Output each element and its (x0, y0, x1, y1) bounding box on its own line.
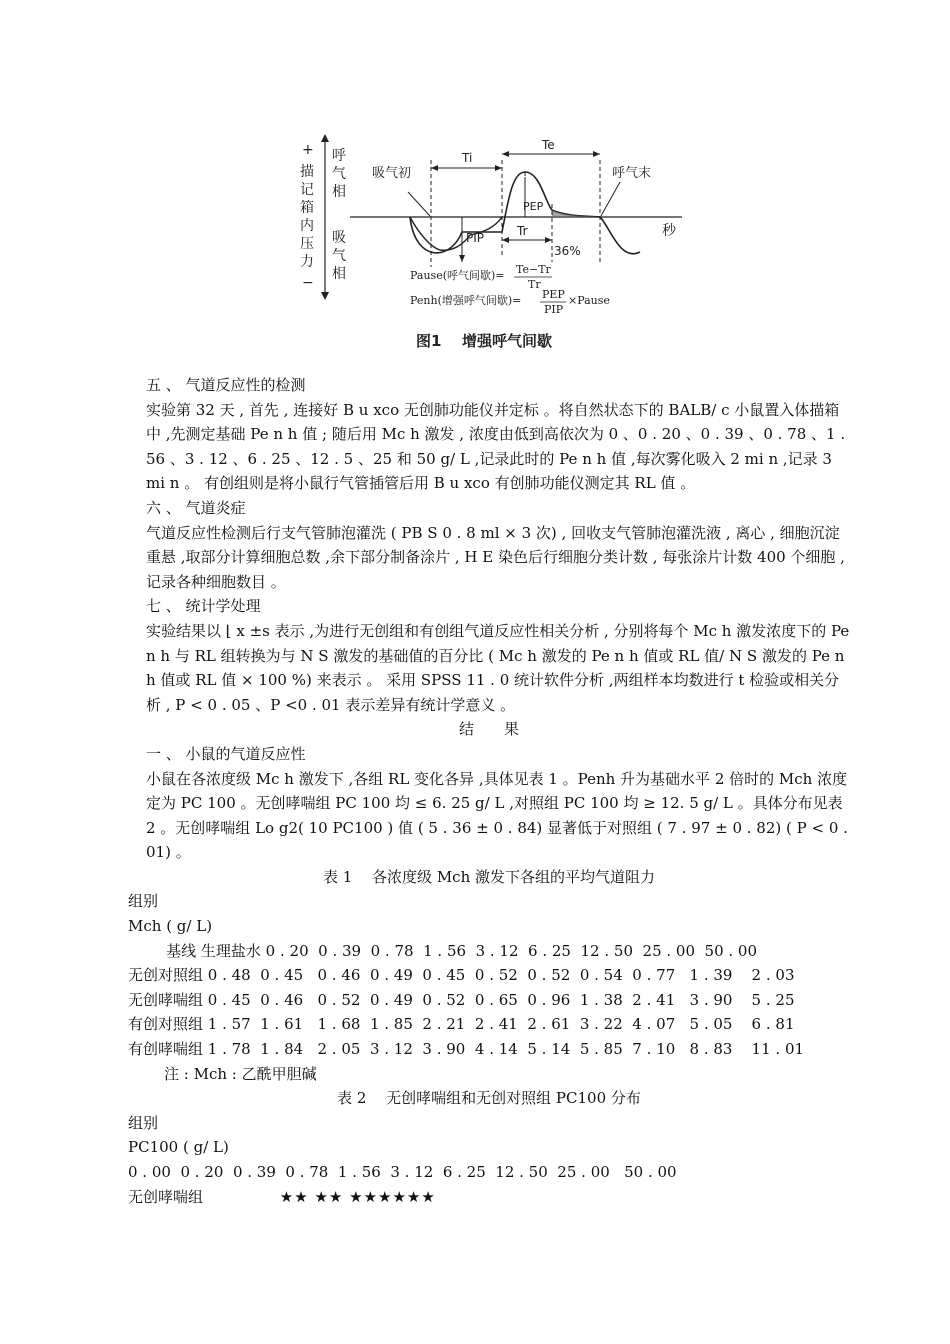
y-axis-arrow-down (321, 292, 329, 300)
inhale-phase-1: 气 (332, 248, 346, 264)
y-label-7: − (302, 275, 314, 291)
label-exhale-end: 呼气末 (612, 166, 652, 181)
inhale-phase-2: 相 (332, 266, 346, 282)
table1-head-concentrations: 基线 生理盐水 0 . 20 0 . 39 0 . 78 1 . 56 3 . 12 6 . 25 12 . 50 25 . 00 50 . 00 (128, 941, 758, 960)
label-te: Te (542, 138, 555, 152)
body-text (128, 373, 850, 1209)
y-label-5: 压 (300, 236, 314, 252)
table1-note: 注 : Mch : 乙酰甲胆碱 (164, 1064, 317, 1083)
y-label-3: 箱 (300, 200, 314, 216)
y-label-0: + (302, 142, 314, 158)
label-ti: Ti (462, 151, 473, 165)
exhale-phase-1: 气 (332, 166, 346, 182)
y-label-6: 力 (300, 254, 314, 270)
table2-row-label: 无创哮喘组 (128, 1187, 204, 1206)
table2-row-stars: ★★ ★★ ★★★★★★ (279, 1187, 436, 1206)
seconds-label: 秒 (662, 223, 676, 239)
table1-row: 有创哮喘组 1 . 78 1 . 84 2 . 05 3 . 12 3 . 90 4 . 14 5 . 14 5 . 85 7 . 10 8 . 83 11 . 01 (128, 1040, 805, 1059)
figure-caption-title: 增强呼气间歇 (462, 332, 553, 350)
results-title: 结 果 (458, 720, 519, 739)
section-7-paragraph: 实验结果以 ⌊ x ±s 表示 ,为进行无创组和有创组气道反应性相关分析 , 分别将每个 Mc h 激发浓度下的 Pe n h 与 RL 组转换为与 N S 激发的基础值的百分比 ( Mc h 激发的 Pe n h 值或 RL 值/ N S 激发的 Pe n h 值或 RL 值 × 100 %) 来表示 。 采用 SPSS 11 . 0 统计软件分析 ,两组样本均数进行 t 检验或相关分析 , P < 0 . 05 、P <0 . 01 表示差异有统计学意义 。 (146, 621, 850, 714)
figure-enhanced-pause (290, 132, 690, 364)
section-7-title: 七 、 统计学处理 (146, 597, 261, 616)
section-6-paragraph: 气道反应性检测后行支气管肺泡灌洗 ( PB S 0 . 8 ml × 3 次) , 回收支气管肺泡灌洗液 , 离心 , 细胞沉淀重悬 ,取部分计算细胞总数 ,余下部分制备涂片 , H E 染色后行细胞分类计数 , 每张涂片计数 400 个细胞 , 记录各种细胞数目 。 (146, 523, 845, 591)
label-36-percent: 36% (554, 244, 581, 258)
formula-pause-den: Tr (528, 278, 541, 291)
inhale-phase-0: 吸 (332, 230, 346, 246)
section-5-title: 五 、 气道反应性的检测 (146, 376, 306, 394)
table2-row (128, 1185, 850, 1210)
exhale-phase-2: 相 (332, 184, 346, 200)
table1-row: 无创对照组 0 . 48 0 . 45 0 . 46 0 . 49 0 . 45 0 . 52 0 . 52 0 . 54 0 . 77 1 . 39 2 . 03 (128, 966, 795, 985)
results-1-title: 一 、 小鼠的气道反应性 (146, 744, 306, 763)
table1-title: 表 1 各浓度级 Mch 激发下各组的平均气道阻力 (322, 867, 656, 886)
pointer-inhale-start (408, 192, 430, 216)
table2-head-concentrations: 0 . 00 0 . 20 0 . 39 0 . 78 1 . 56 3 . 12 6 . 25 12 . 50 25 . 00 50 . 00 (128, 1163, 677, 1181)
pointer-exhale-end (601, 182, 620, 216)
formula-penh-num: PEP (542, 288, 565, 301)
table1-row: 无创哮喘组 0 . 45 0 . 46 0 . 52 0 . 49 0 . 52 0 . 65 0 . 96 1 . 38 2 . 41 3 . 90 5 . 25 (128, 990, 795, 1009)
section-6-title: 六 、 气道炎症 (146, 498, 246, 517)
label-tr: Tr (517, 224, 528, 238)
y-label-1: 描 (300, 164, 314, 180)
table2-head-pc100: PC100 ( g/ L) (128, 1138, 229, 1157)
formula-penh-right: ×Pause (568, 294, 610, 307)
table2-head-group: 组别 (128, 1113, 159, 1132)
label-pep: PEP (523, 200, 544, 213)
figure-caption-num: 图1 (416, 332, 442, 350)
section-5-paragraph: 实验第 32 天 , 首先 , 连接好 B u xco 无创肺功能仪并定标 。将自然状态下的 BALB/ c 小鼠置入体描箱中 ,先测定基础 Pe n h 值 ; 随后用 Mc h 激发 , 浓度由低到高依次为 0 、0 . 20 、0 . 39 、0 . 78 、1 . 56 、3 . 12 、6 . 25 、12 . 5 、25 和 50 g/ L ,记录此时的 Pe n h 值 ,每次雾化吸入 2 mi n ,记录 3 mi n 。 有创组则是将小鼠行气管插管后用 B u xco 有创肺功能仪测定其 RL 值 。 (146, 400, 846, 493)
y-label-4: 内 (300, 218, 314, 234)
label-inhale-start: 吸气初 (372, 166, 412, 181)
results-1-paragraph: 小鼠在各浓度级 Mc h 激发下 ,各组 RL 变化各异 ,具体见表 1 。Penh 升为基础水平 2 倍时的 Mch 浓度定为 PC 100 。无创哮喘组 PC 100 均 ≤ 6. 25 g/ L ,对照组 PC 100 均 ≥ 12. 5 g/ L 。具体分布见表 2 。无创哮喘组 Lo g2( 10 PC100 ) 值 ( 5 . 36 ± 0 . 84) 显著低于对照组 ( 7 . 97 ± 0 . 82) ( P < 0 . 01) 。 (146, 769, 848, 862)
formula-pause-num: Te−Tr (516, 263, 551, 276)
formula-penh-den: PIP (544, 303, 564, 316)
table1-row: 有创对照组 1 . 57 1 . 61 1 . 68 1 . 85 2 . 21 2 . 41 2 . 61 3 . 22 4 . 07 5 . 05 6 . 81 (128, 1015, 795, 1034)
table2-title: 表 2 无创哮喘组和无创对照组 PC100 分布 (337, 1089, 641, 1108)
formula-pause-left: Pause(呼气间歇)= (410, 269, 505, 282)
table1-head-mch: Mch ( g/ L) (128, 917, 213, 936)
label-pip: PIP (466, 231, 485, 245)
penh-diagram (290, 132, 690, 364)
exhale-phase-0: 呼 (332, 148, 346, 164)
formula-penh-left: Penh(增强呼气间歇)= (410, 294, 522, 307)
y-label-2: 记 (300, 182, 314, 198)
table1-head-group: 组别 (128, 892, 159, 911)
y-axis-arrow-up (321, 134, 329, 142)
